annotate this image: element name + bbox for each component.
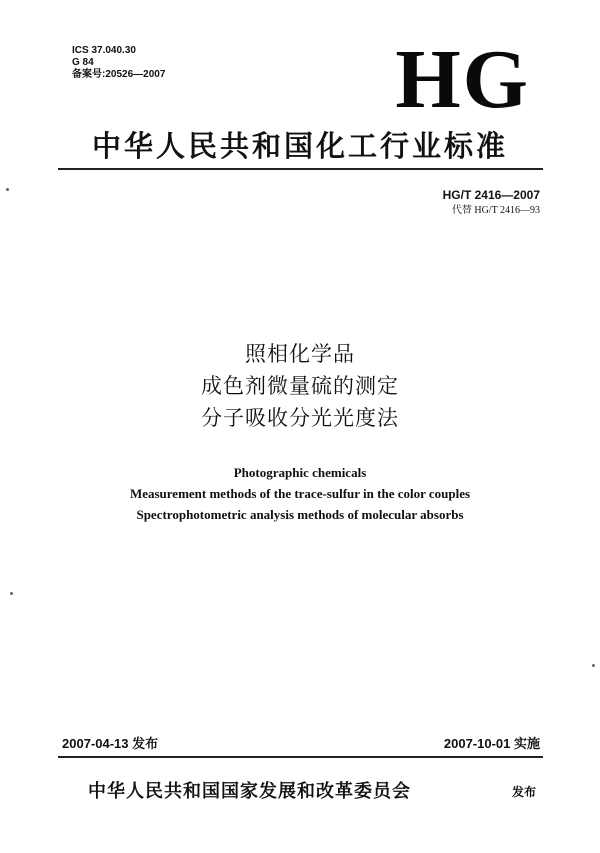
title-cn-line-3: 分子吸收分光光度法	[201, 406, 399, 430]
issue-date: 2007-04-13 发布	[62, 736, 159, 751]
replaces-standard: 代替 HG/T 2416—93	[451, 205, 540, 216]
hg-logo: HG	[395, 33, 530, 126]
org-title: 中华人民共和国化工行业标准	[91, 129, 508, 163]
scan-speck	[592, 664, 595, 667]
top-divider	[58, 168, 543, 170]
record-number: 备案号:20526—2007	[72, 69, 166, 80]
bottom-divider	[58, 756, 543, 758]
scan-speck	[10, 592, 13, 595]
implementation-date: 2007-10-01 实施	[443, 736, 540, 751]
ics-code: ICS 37.040.30	[72, 45, 136, 56]
standard-number: HG/T 2416—2007	[442, 188, 540, 202]
issuer-name: 中华人民共和国国家发展和改革委员会	[88, 781, 411, 802]
title-cn-line-2: 成色剂微量硫的测定	[201, 374, 399, 398]
scan-speck	[6, 188, 9, 191]
classification-code: G 84	[72, 57, 94, 68]
title-en-line-2: Measurement methods of the trace-sulfur in the color couples	[129, 486, 471, 501]
title-en-line-1: Photographic chemicals	[233, 465, 367, 480]
title-en-line-3: Spectrophotometric analysis methods of molecular absorbs	[136, 507, 464, 522]
issuer-suffix: 发布	[512, 785, 537, 799]
title-cn-line-1: 照相化学品	[245, 342, 355, 366]
